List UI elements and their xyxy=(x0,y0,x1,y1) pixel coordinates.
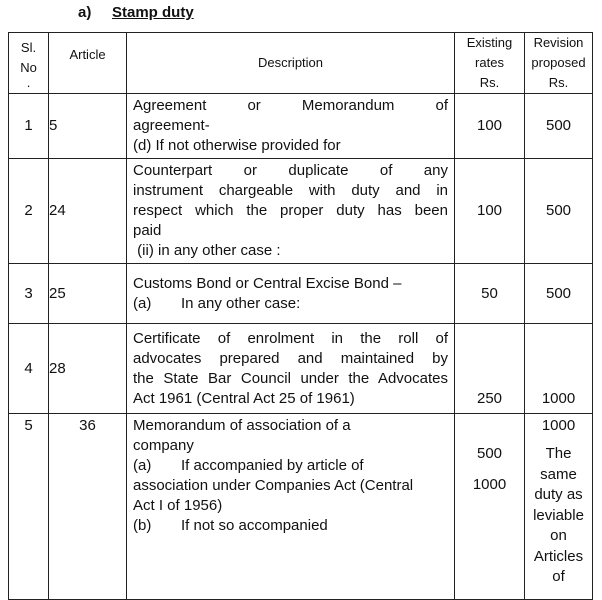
header-existing-rates: Existing rates Rs. xyxy=(455,33,525,94)
row-description: Customs Bond or Central Excise Bond – (a) In any other case: xyxy=(127,264,455,324)
row-article: 5 xyxy=(49,94,127,159)
row-article: 36 xyxy=(49,414,127,600)
table-row xyxy=(9,94,593,159)
row-description: Certificate of enrolment in the roll of advocates prepared and maintained by the State Bar Council under the Advocates Act 1961 (Central Act 25 of 1961) xyxy=(127,324,455,414)
row-article: 28 xyxy=(49,324,127,414)
row-revision-rate: 500 xyxy=(525,159,593,264)
row-revision-rate: 1000 xyxy=(525,324,593,414)
table-row xyxy=(9,159,593,264)
header-description: Description xyxy=(127,33,455,94)
header-revision-proposed: Revision proposed Rs. xyxy=(525,33,593,94)
section-heading xyxy=(78,4,194,21)
section-marker: a) xyxy=(78,4,92,21)
table-row xyxy=(9,414,593,600)
row-article: 25 xyxy=(49,264,127,324)
row-revision-rate: 500 xyxy=(525,264,593,324)
section-title: Stamp duty xyxy=(112,4,194,21)
table-row xyxy=(9,324,593,414)
row-revision-rate: 1000 The same duty as leviable on Articles of xyxy=(525,414,593,600)
row-existing-rate: 100 xyxy=(455,94,525,159)
stamp-duty-table xyxy=(8,32,593,600)
row-article: 24 xyxy=(49,159,127,264)
header-sl-no: Sl. No . xyxy=(9,33,49,94)
row-revision-rate: 500 xyxy=(525,94,593,159)
row-existing-rate: 250 xyxy=(455,324,525,414)
row-sl: 2 xyxy=(9,159,49,264)
header-article: Article xyxy=(49,33,127,94)
row-description: Memorandum of association of a company (a) If accompanied by article of association under Companies Act (Central Act I of 1956) (b) If not so accompanied xyxy=(127,414,455,600)
row-sl: 3 xyxy=(9,264,49,324)
row-existing-rate: 50 xyxy=(455,264,525,324)
table-row xyxy=(9,264,593,324)
row-existing-rate: 500 1000 xyxy=(455,414,525,600)
row-sl: 1 xyxy=(9,94,49,159)
row-description: Counterpart or duplicate of any instrument chargeable with duty and in respect which the proper duty has been paid (ii) in any other case : xyxy=(127,159,455,264)
row-sl: 5 xyxy=(9,414,49,600)
row-description: Agreement or Memorandum of agreement- (d) If not otherwise provided for xyxy=(127,94,455,159)
row-sl: 4 xyxy=(9,324,49,414)
row-existing-rate: 100 xyxy=(455,159,525,264)
table-header-row xyxy=(9,33,593,94)
